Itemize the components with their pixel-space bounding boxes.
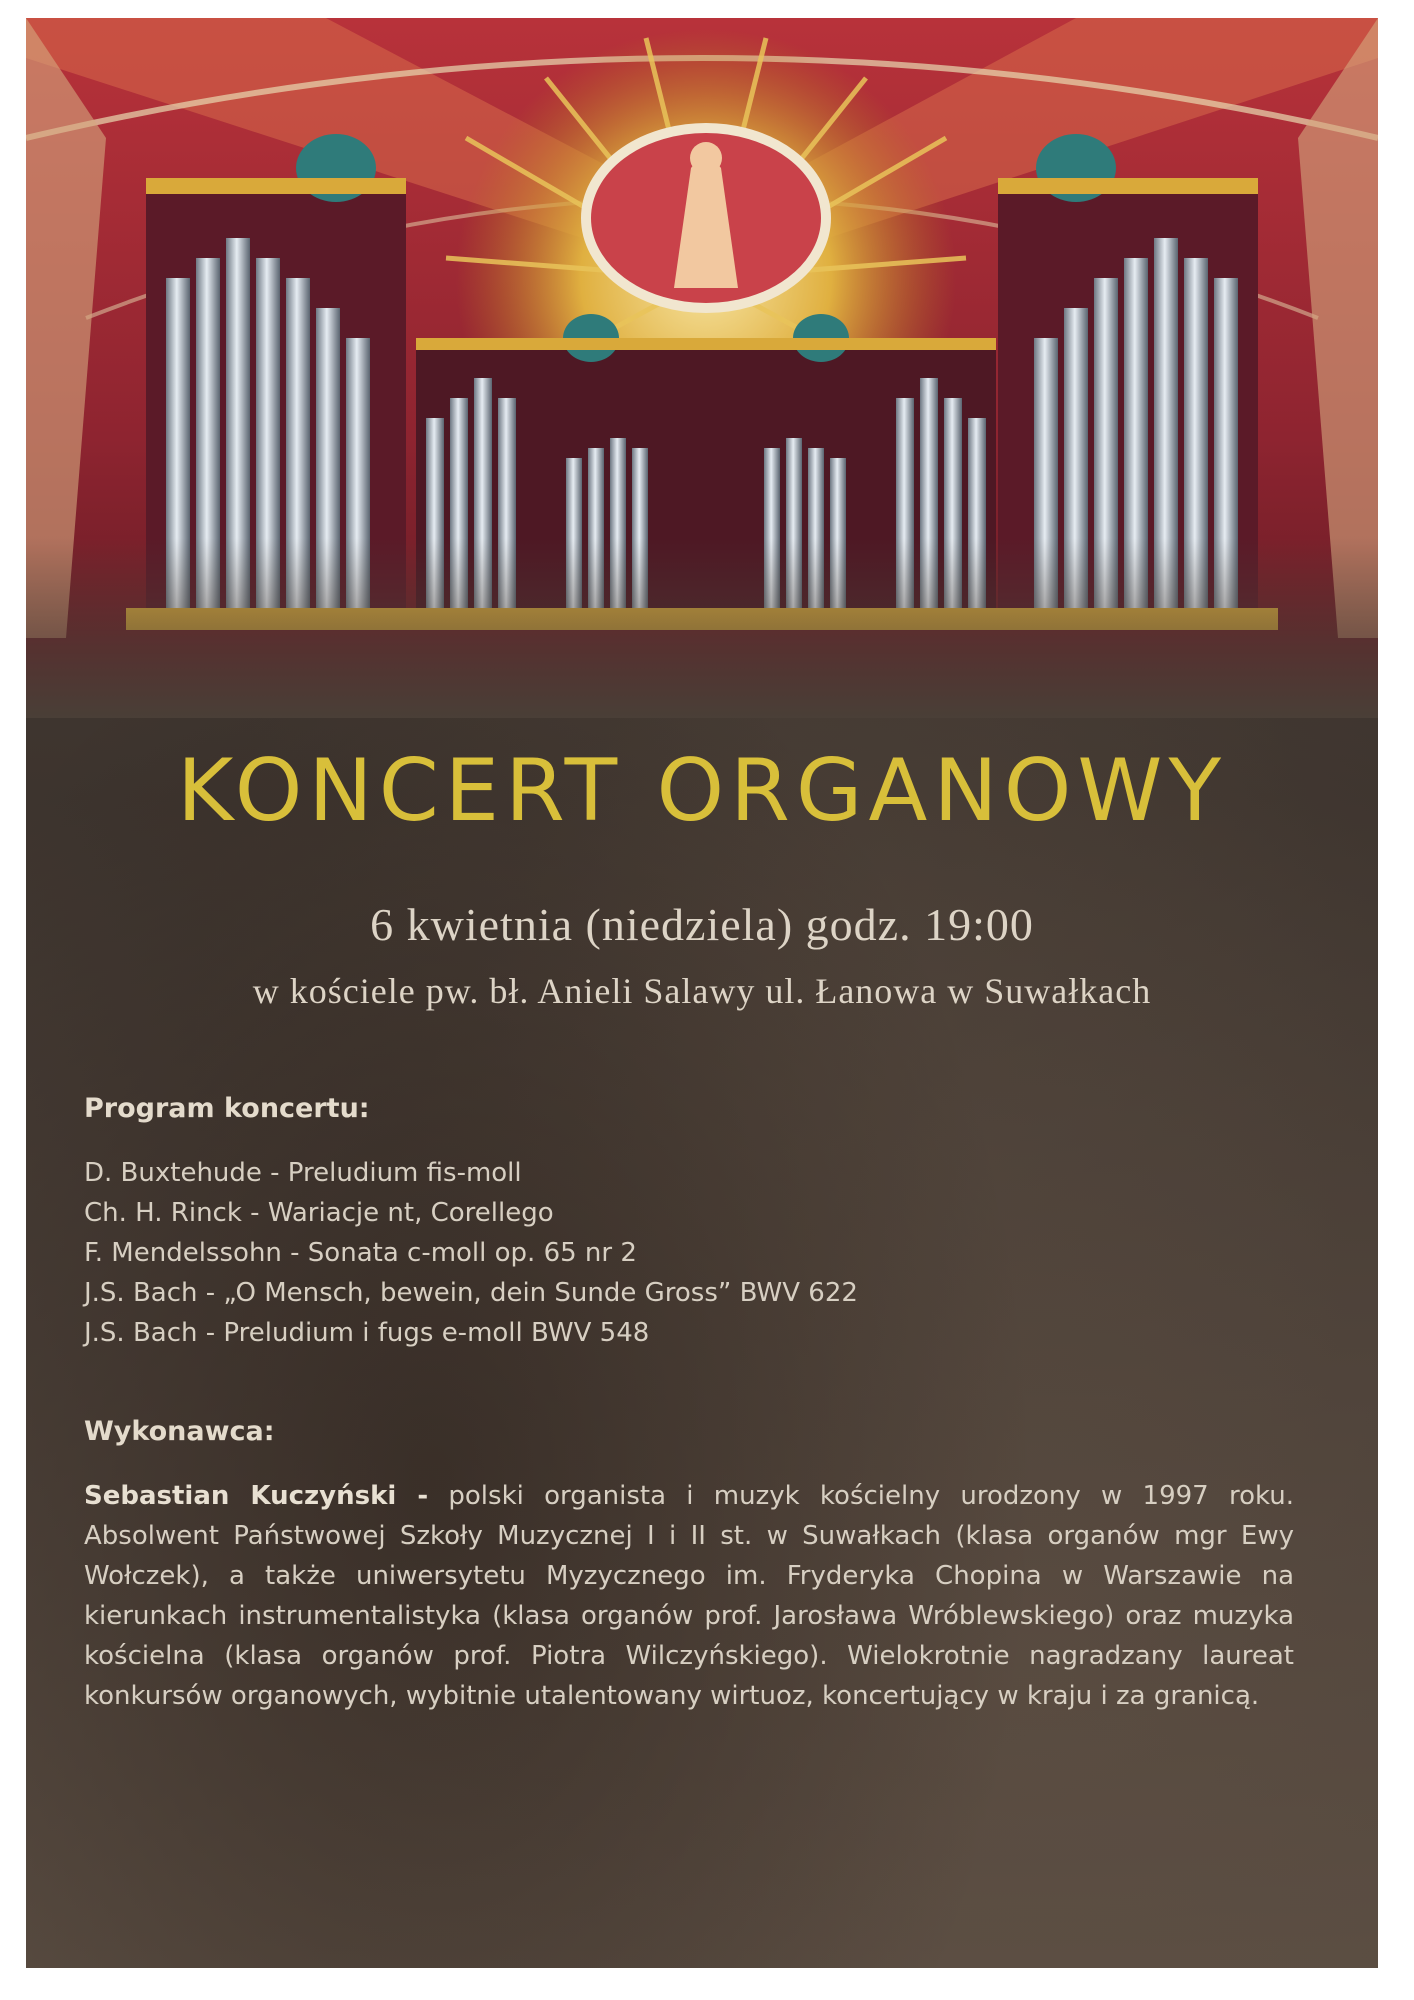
program-heading: Program koncertu: (84, 1093, 370, 1124)
program-item: F. Mendelssohn - Sonata c-moll op. 65 nr 2 (84, 1238, 637, 1268)
concert-date: 6 kwietnia (niedziela) godz. 19:00 (370, 899, 1034, 950)
program-list (84, 1153, 858, 1353)
organ-illustration (26, 18, 1378, 718)
organ-photo (26, 18, 1378, 718)
concert-poster (26, 18, 1378, 1968)
program-item: Ch. H. Rinck - Wariacje nt, Corellego (84, 1198, 554, 1228)
poster-title: KONCERT ORGANOWY (177, 741, 1227, 841)
program-item: J.S. Bach - „O Mensch, bewein, dein Sunde Gross” BWV 622 (84, 1278, 858, 1308)
program-item: J.S. Bach - Preludium i fugs e-moll BWV 548 (84, 1318, 650, 1348)
performer-name: Sebastian Kuczyński - (84, 1481, 429, 1511)
program-item: D. Buxtehude - Preludium fis-moll (84, 1158, 522, 1188)
performer-description: polski organista i muzyk kościelny urodzony w 1997 roku. Absolwent Państwowej Szkoły Muzycznej I i II st. w Suwałkach (klasa organów mgr Ewy Wołczek), a także uniwersytetu Myzycznego im. Fryderyka Chopina w Warszawie na kierunkach instrumentalistyka (klasa organów prof. Jarosława Wróblewskiego) oraz muzyka kościelna (klasa organów prof. Piotra Wilczyńskiego). Wielokrotnie nagradzany laureat konkursów organowych, wybitnie utalentowany wirtuoz, koncertujący w kraju i za granicą. (84, 1481, 1294, 1711)
performer-heading: Wykonawca: (84, 1416, 275, 1447)
concert-venue: w kościele pw. bł. Anieli Salawy ul. Łanowa w Suwałkach (252, 971, 1152, 1011)
performer-bio (84, 1476, 1294, 1716)
